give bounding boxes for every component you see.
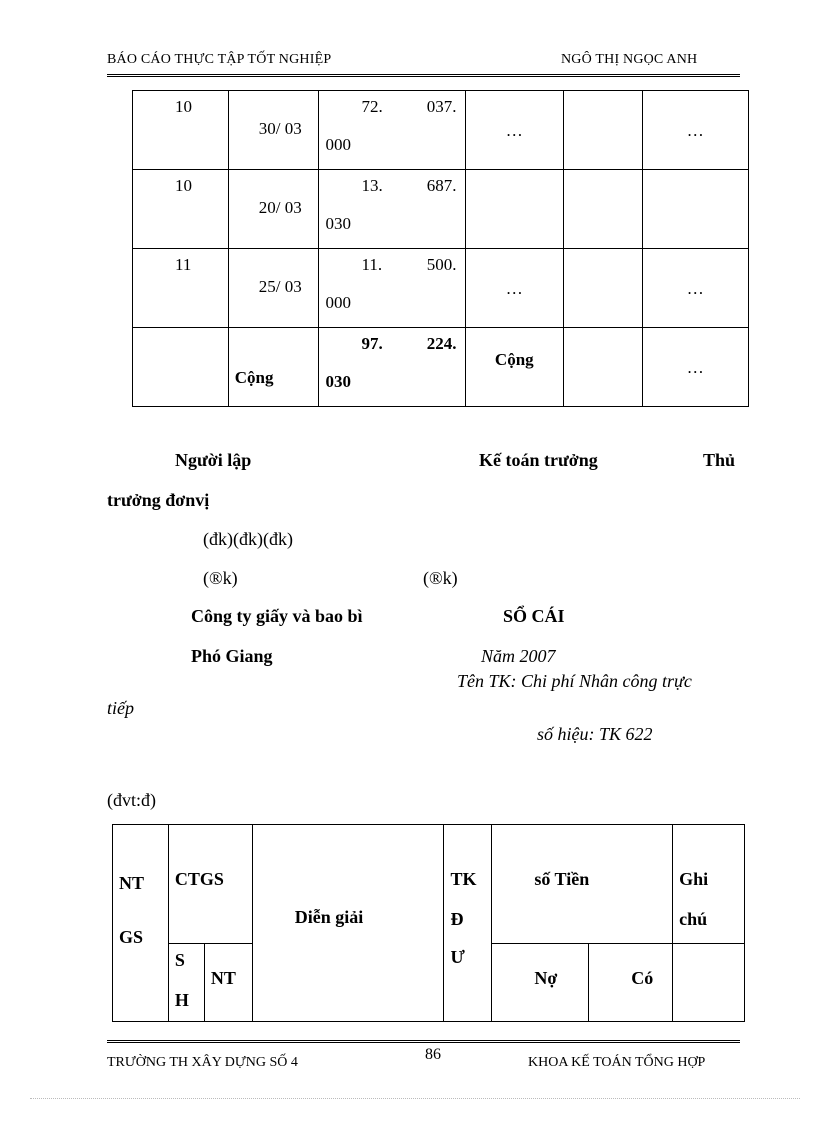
col-ntgs-2: GS xyxy=(119,927,144,947)
row-sh: 10 xyxy=(175,97,192,116)
page-edge xyxy=(30,1098,800,1099)
ledger-account-number: số hiệu: TK 622 xyxy=(537,724,653,744)
ledger-account-name: Tên TK: Chi phí Nhân công trực xyxy=(457,671,692,691)
row-amount-part1: 11. xyxy=(361,255,383,274)
row-nt: 20/ 03 xyxy=(258,198,302,217)
row-amount-part3: 030 xyxy=(325,214,351,233)
col-dien-giai: Diễn giải xyxy=(294,907,364,927)
total-c6: … xyxy=(686,358,704,377)
col-no: Nợ xyxy=(534,968,558,988)
row-c6: … xyxy=(686,279,704,298)
col-sh-h: H xyxy=(174,990,189,1010)
col-sh-s: S xyxy=(174,950,185,970)
signature-preparer: Người lập xyxy=(175,450,252,470)
col-so-tien: số Tiền xyxy=(534,869,590,889)
col-nt: NT xyxy=(210,968,236,988)
row-sh: 11 xyxy=(175,255,192,274)
footer-rule xyxy=(107,1040,740,1043)
row-nt: 30/ 03 xyxy=(258,119,302,138)
row-c5 xyxy=(564,91,641,121)
page-number: 86 xyxy=(425,1046,441,1063)
row-c4 xyxy=(466,170,564,200)
company-name: Công ty giấy và bao bì xyxy=(191,606,363,626)
table-row xyxy=(133,249,749,328)
footer-right: KHOA KẾ TOÁN TỔNG HỢP xyxy=(528,1055,706,1070)
signature-head-part2: trưởng đơnvị xyxy=(107,490,210,510)
row-c5 xyxy=(564,170,641,200)
row-amount-part1: 13. xyxy=(361,176,383,195)
total-row xyxy=(133,328,749,407)
ledger-account-name-cont: tiếp xyxy=(107,698,134,718)
header-right: NGÔ THỊ NGỌC ANH xyxy=(561,52,698,67)
ledger-title: SỔ CÁI xyxy=(503,606,565,626)
row-c6 xyxy=(643,170,748,200)
signature-note-2: (®k) xyxy=(423,568,458,588)
col-ctgs: CTGS xyxy=(174,869,224,889)
total-label: Cộng xyxy=(234,368,274,387)
footer-left: TRƯỜNG TH XÂY DỰNG SỐ 4 xyxy=(107,1055,298,1070)
table-row xyxy=(133,91,749,170)
total-c4: Cộng xyxy=(494,350,534,369)
header-left: BÁO CÁO THỰC TẬP TỐT NGHIỆP xyxy=(107,52,332,67)
total-amount-part1: 97. xyxy=(361,334,383,353)
col-ntgs-1: NT xyxy=(119,873,145,893)
row-amount-part2: 037. xyxy=(426,97,457,116)
row-c6: … xyxy=(686,121,704,140)
company-location: Phó Giang xyxy=(191,646,273,666)
col-ghi-chu-1: Ghi xyxy=(679,869,709,889)
row-sh: 10 xyxy=(175,176,192,195)
row-c5 xyxy=(564,249,641,279)
signature-notes: (đk)(đk)(đk) xyxy=(203,529,293,549)
table-row xyxy=(133,170,749,249)
row-amount-part2: 500. xyxy=(426,255,457,274)
row-amount-part1: 72. xyxy=(361,97,383,116)
unit-label: (đvt:đ) xyxy=(107,790,156,810)
row-c4: … xyxy=(505,121,523,140)
signature-chief-accountant: Kế toán trưởng xyxy=(479,450,598,470)
voucher-table xyxy=(132,90,749,407)
header-rule xyxy=(107,74,740,77)
signature-head-part1: Thủ xyxy=(703,450,736,470)
signature-note-1: (®k) xyxy=(203,568,238,588)
row-amount-part3: 000 xyxy=(325,135,351,154)
col-tk-3: Ư xyxy=(450,947,465,967)
col-tk-2: Đ xyxy=(450,909,464,929)
col-tk-1: TK xyxy=(450,869,477,889)
col-co: Có xyxy=(631,968,654,988)
row-amount-part3: 000 xyxy=(325,293,351,312)
row-c4: … xyxy=(505,279,523,298)
total-amount-part2: 224. xyxy=(426,334,457,353)
ledger-table-header xyxy=(112,824,745,1022)
total-amount-part3: 030 xyxy=(325,372,351,391)
col-ghi-chu-2: chú xyxy=(679,909,708,929)
row-amount-part2: 687. xyxy=(426,176,457,195)
row-nt: 25/ 03 xyxy=(258,277,302,296)
ledger-year: Năm 2007 xyxy=(481,646,556,666)
